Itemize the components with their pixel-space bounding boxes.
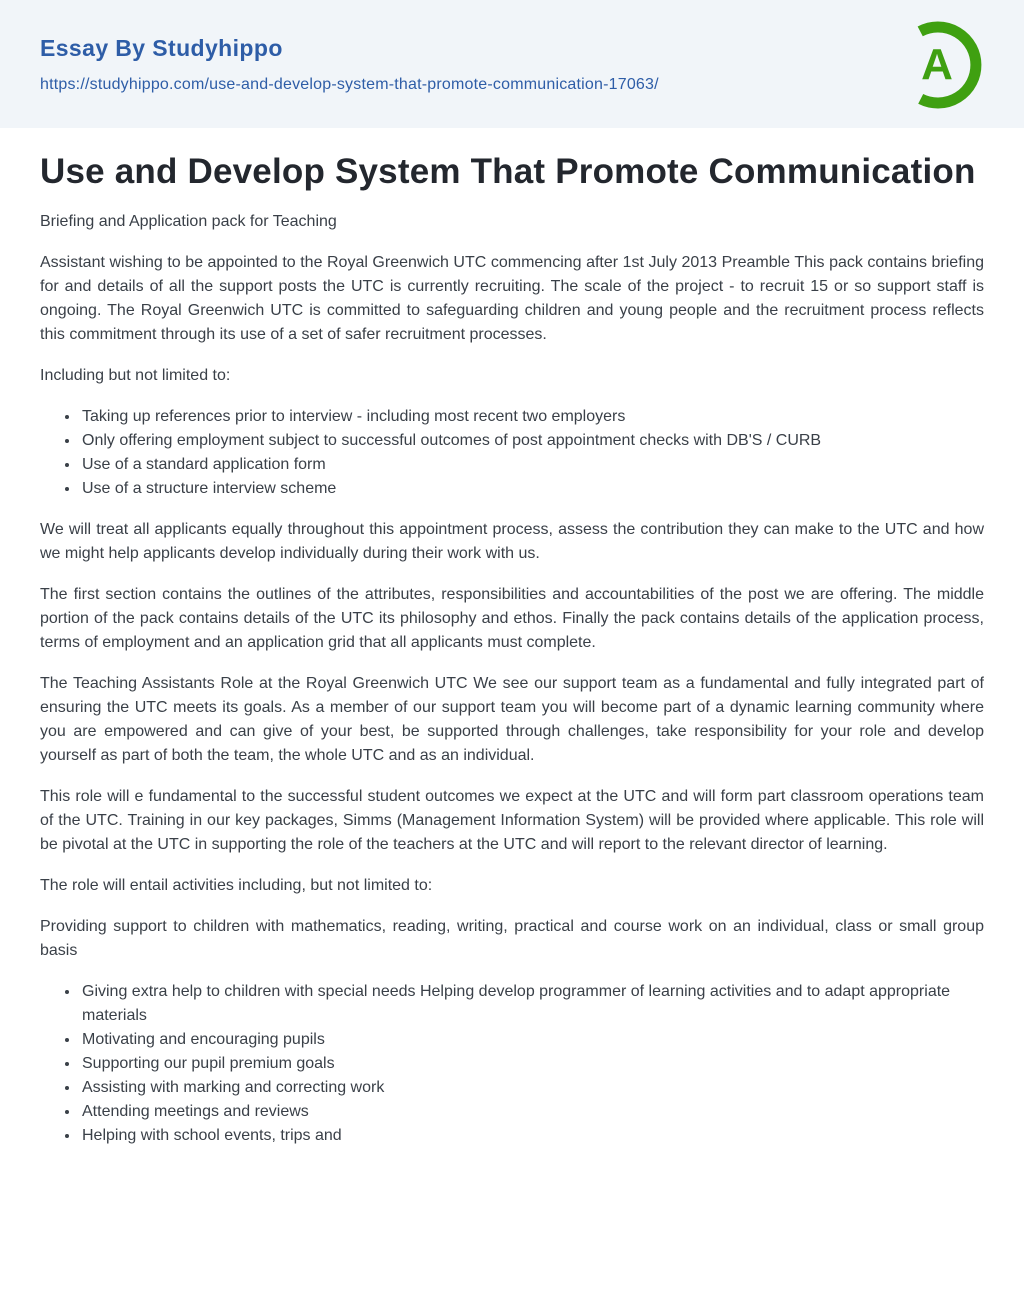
list-item: • Attending meetings and reviews xyxy=(80,1100,984,1124)
list-item: • Assisting with marking and correcting work xyxy=(80,1076,984,1100)
page-header xyxy=(0,0,1024,128)
article xyxy=(0,128,1024,1148)
paragraph-including-label: Including but not limited to: xyxy=(40,366,231,384)
article-subtitle: Briefing and Application pack for Teaching xyxy=(40,212,337,230)
studyhippo-logo xyxy=(892,19,984,111)
logo-letter: A xyxy=(921,40,953,89)
article-title: Use and Develop System That Promote Communication xyxy=(40,152,976,191)
paragraph-pack-outline: The first section contains the outlines of the attributes, responsibilities and accountabilities of the post we are offering. The middle portion of the pack contains details of the UTC its philosophy and ethos. Finally the pack contains details of the application process, terms of employment and an application grid that all applicants must complete. xyxy=(40,585,984,651)
list-item: • Only offering employment subject to successful outcomes of post appointment checks with DB'S / CURB xyxy=(80,429,984,453)
list-item: • Motivating and encouraging pupils xyxy=(80,1028,984,1052)
page-url-link[interactable]: https://studyhippo.com/use-and-develop-system-that-promote-communication-17063/ xyxy=(40,75,659,93)
site-title: Essay By Studyhippo xyxy=(40,34,283,61)
list-item: • Giving extra help to children with special needs Helping develop programmer of learning activities and to adapt appropriate materials xyxy=(80,980,984,1028)
paragraph-ta-role: The Teaching Assistants Role at the Royal Greenwich UTC We see our support team as a fundamental and fully integrated part of ensuring the UTC meets its goals. As a member of our support team you will become part of a dynamic learning community where you are empowered and can give of your best, be supported through challenges, take responsibility for your role and develop yourself as part of both the team, the whole UTC and as an individual. xyxy=(40,674,984,764)
list-item: • Use of a standard application form xyxy=(80,453,984,477)
role-activities-list xyxy=(40,980,984,1148)
paragraph-role-entail-label: The role will entail activities including, but not limited to: xyxy=(40,876,433,894)
paragraph-intro: Assistant wishing to be appointed to the Royal Greenwich UTC commencing after 1st July 2013 Preamble This pack contains briefing for and details of all the support posts the UTC is currently recruiting. The scale of the project - to recruit 15 or so support staff is ongoing. The Royal Greenwich UTC is committed to safeguarding children and young people and the recruitment process reflects this commitment through its use of a set of safer recruitment processes. xyxy=(40,253,984,343)
paragraph-providing-support: Providing support to children with mathematics, reading, writing, practical and course work on an individual, class or small group basis xyxy=(40,917,984,959)
header-text-block xyxy=(40,35,659,94)
list-item: • Use of a structure interview scheme xyxy=(80,477,984,501)
list-item: • Helping with school events, trips and xyxy=(80,1124,984,1148)
logo-arc-icon xyxy=(892,19,984,111)
list-item: • Taking up references prior to interview - including most recent two employers xyxy=(80,405,984,429)
paragraph-equal-treatment: We will treat all applicants equally throughout this appointment process, assess the contribution they can make to the UTC and how we might help applicants develop individually during their work with us. xyxy=(40,520,984,562)
paragraph-role-fundamental: This role will e fundamental to the successful student outcomes we expect at the UTC and will form part classroom operations team of the UTC. Training in our key packages, Simms (Management Information System) will be provided where applicable. This role will be pivotal at the UTC in supporting the role of the teachers at the UTC and will report to the relevant director of learning. xyxy=(40,787,984,853)
safer-recruitment-list xyxy=(40,405,984,501)
list-item: • Supporting our pupil premium goals xyxy=(80,1052,984,1076)
